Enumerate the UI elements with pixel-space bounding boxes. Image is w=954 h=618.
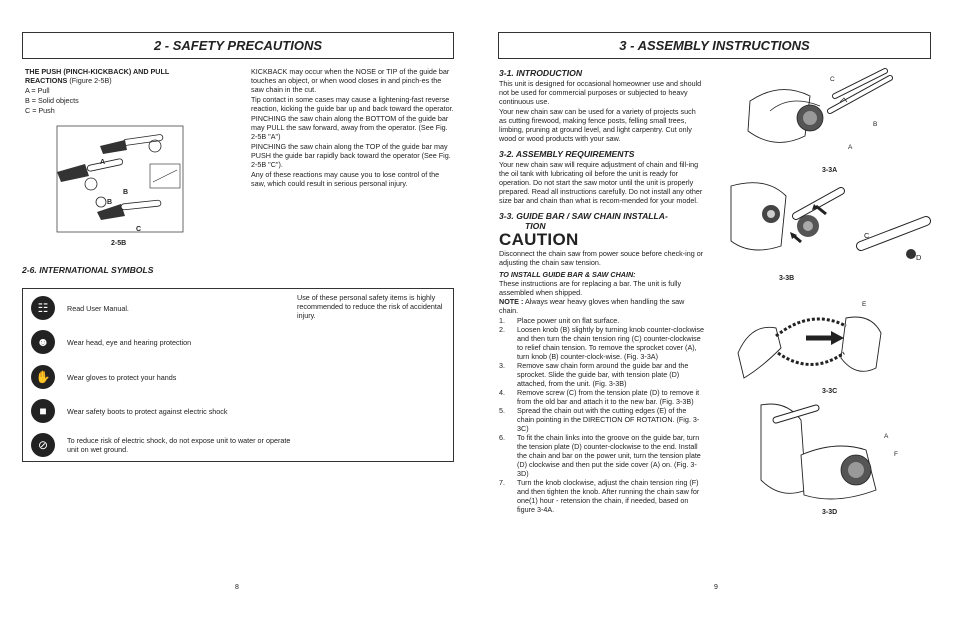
no-water-icon: ⊘ — [31, 433, 55, 457]
fig-2-5b-letter-c: C — [136, 226, 142, 233]
manual-icon: ☷ — [31, 296, 55, 320]
fig-3-3d-letter-f: F — [894, 451, 898, 458]
right-page-header: 3 - ASSEMBLY INSTRUCTIONS — [498, 32, 931, 59]
symbol-row — [31, 397, 297, 425]
install-paragraph: These instructions are for replacing a bar. The unit is fully assembled when shipped. — [499, 279, 682, 297]
step-item: 7. Turn the knob clockwise, adjust the chain tension ring (F) and then tighten the knob. After running the chain saw for one(1) hour - retension the chain, if needed, based on figure 3-4A. — [499, 478, 700, 514]
symbol-text: To reduce risk of electric shock, do not expose unit to water or operate unit on wet ground. — [67, 436, 291, 454]
symbol-text: Wear gloves to protect your hands — [67, 372, 177, 382]
figure-3-3b-label: 3-3B — [779, 275, 795, 282]
head-protection-icon: ☻ — [31, 330, 55, 354]
symbol-row — [31, 294, 297, 322]
install-title: TO INSTALL GUIDE BAR & SAW CHAIN: — [499, 270, 636, 279]
fig-2-5b-letter-b: B — [107, 199, 113, 206]
right-page-number: 9 — [714, 584, 718, 591]
saw-c-illustration — [96, 197, 161, 220]
fig-3-3a-letter-a: A — [848, 144, 853, 151]
symbol-text: Wear safety boots to protect against electric shock — [67, 406, 228, 416]
figure-3-3d-label: 3-3D — [822, 509, 838, 516]
push-reactions-block — [25, 67, 230, 115]
caution-text: Disconnect the chain saw from power souce before check-ing or adjusting the chain saw tension. — [499, 249, 704, 267]
figure-2-5b-label: 2-5B — [111, 240, 127, 247]
gloves-icon: ✋ — [31, 365, 55, 389]
left-page-header: 2 - SAFETY PRECAUTIONS — [22, 32, 454, 59]
step-item: 1. Place power unit on flat surface. — [499, 316, 620, 325]
legend-c: C = Push — [25, 106, 55, 115]
symbol-text: Wear head, eye and hearing protection — [67, 337, 192, 347]
kickback-paragraph: PINCHING the saw chain along the BOTTOM of the guide bar may PULL the saw forward, away from the operator. (See Fig. 2-5B "A") — [251, 114, 449, 141]
saw-b-illustration — [57, 158, 180, 190]
symbol-text: Read User Manual. — [67, 303, 129, 313]
figure-3-3a-illustration — [740, 66, 905, 166]
fig-3-3b-letter-d: D — [916, 253, 922, 262]
install-steps — [499, 316, 705, 514]
step-item: 3. Remove saw chain form around the guide bar and the sprocket. Slide the guide bar, with tension plate (D) attached, from the unit. (Fig. 3-3B) — [499, 361, 689, 388]
symbol-row — [31, 328, 297, 356]
fig-2-5b-letter-a: A — [100, 159, 106, 166]
fig-2-5b-letter-b: B — [123, 189, 129, 196]
figure-2-5b-illustration — [55, 124, 185, 244]
figure-3-3c-label: 3-3C — [822, 388, 838, 395]
kickback-paragraph: Tip contact in some cases may cause a lightening-fast reverse reaction, kicking the guide bar up and back toward the operator. — [251, 95, 454, 113]
note-paragraph: NOTE : Always wear heavy gloves when handling the saw chain. — [499, 297, 685, 315]
symbols-table — [22, 288, 454, 462]
fig-3-3a-letter-b: B — [873, 121, 878, 128]
legend-b: B = Solid objects — [25, 96, 79, 105]
intro-title: 3-1. INTRODUCTION — [499, 68, 583, 78]
saw-a-illustration — [100, 134, 163, 154]
intro-paragraph: Your new chain saw can be used for a variety of projects such as cutting firewood, making fence posts, felling small trees, limbing, pruning at ground level, and light carpentry. Cut only wood or wood products with your saw. — [499, 107, 696, 143]
figure-3-3a-label: 3-3A — [822, 167, 838, 174]
right-text-column — [499, 68, 705, 514]
boots-icon: ■ — [31, 399, 55, 423]
symbols-section-title: 2-6. INTERNATIONAL SYMBOLS — [22, 265, 154, 275]
left-page-number: 8 — [235, 584, 239, 591]
step-item: 5. Spread the chain out with the cutting edges (E) of the chain pointing in the DIRECTION OF ROTATION. (Fig. 3-3C) — [499, 406, 700, 433]
fig-3-3c-letter-e: E — [862, 301, 867, 308]
kickback-paragraph: KICKBACK may occur when the NOSE or TIP of the guide bar touches an object, or when wood closes in and pinch-es the saw chain in the cut. — [251, 67, 450, 94]
requirements-title: 3-2. ASSEMBLY REQUIREMENTS — [499, 149, 635, 159]
requirements-paragraph: Your new chain saw will require adjustment of chain and fill-ing the oil tank with lubricating oil before the unit is ready for operation. Do not start the saw motor until the unit is properly prepared. Read all instructions carefully. Do not install any other size bar and chain than what is recom-mended for your model. — [499, 160, 703, 205]
kickback-paragraph: PINCHING the saw chain along the TOP of the guide bar may PUSH the guide bar rapidly back toward the operator (See Fig. 2-5B "C"). — [251, 142, 451, 169]
kickback-paragraph: Any of these reactions may cause you to lose control of the saw, which could result in serious personal injury. — [251, 170, 440, 188]
fig-3-3b-letter-c: C — [864, 231, 870, 240]
kickback-text — [251, 67, 455, 188]
guide-bar-title-line2: TION — [525, 221, 546, 231]
step-item: 6. To fit the chain links into the groove on the guide bar, turn the tension plate (D) counter-clockwise to the end. Install the chain and bar on the power unit, turn the tension plate (D) clockwise and then put the side cover (A) on. (Fig. 3-3D) — [499, 433, 701, 478]
fig-3-3d-letter-a: A — [884, 433, 889, 440]
figure-3-3d-illustration — [756, 400, 906, 508]
symbol-row — [31, 363, 297, 391]
figure-3-3b-illustration — [726, 176, 931, 276]
figure-3-3c-illustration — [736, 298, 886, 390]
step-item: 2. Loosen knob (B) slightly by turning knob counter-clockwise and then turn the chain tension ring (C) counter-clockwise to relief chain tension. To remove the sprocket cover (A), turn knob (B) counter-clock-wise. (Fig. 3-3A) — [499, 325, 704, 361]
caution-heading: CAUTION — [499, 230, 579, 249]
symbols-note: Use of these personal safety items is highly recommended to reduce the risk of accidental injury. — [297, 293, 443, 320]
push-title-line2: REACTIONS (Figure 2-5B) — [25, 76, 112, 85]
symbol-row — [31, 431, 297, 459]
fig-3-3a-letter-c: C — [830, 76, 835, 83]
intro-paragraph: This unit is designed for occasional homeowner use and should not be used for commercial purposes or subjected to heavy continuous use. — [499, 79, 702, 106]
guide-bar-title: 3-3. GUIDE BAR / SAW CHAIN INSTALLA- — [499, 211, 668, 221]
push-title: THE PUSH (PINCH-KICKBACK) AND PULL — [25, 67, 170, 76]
legend-a: A = Pull — [25, 86, 50, 95]
step-item: 4. Remove screw (C) from the tension plate (D) to remove it from the old bar and attach it to the new bar. (Fig. 3-3B) — [499, 388, 700, 406]
